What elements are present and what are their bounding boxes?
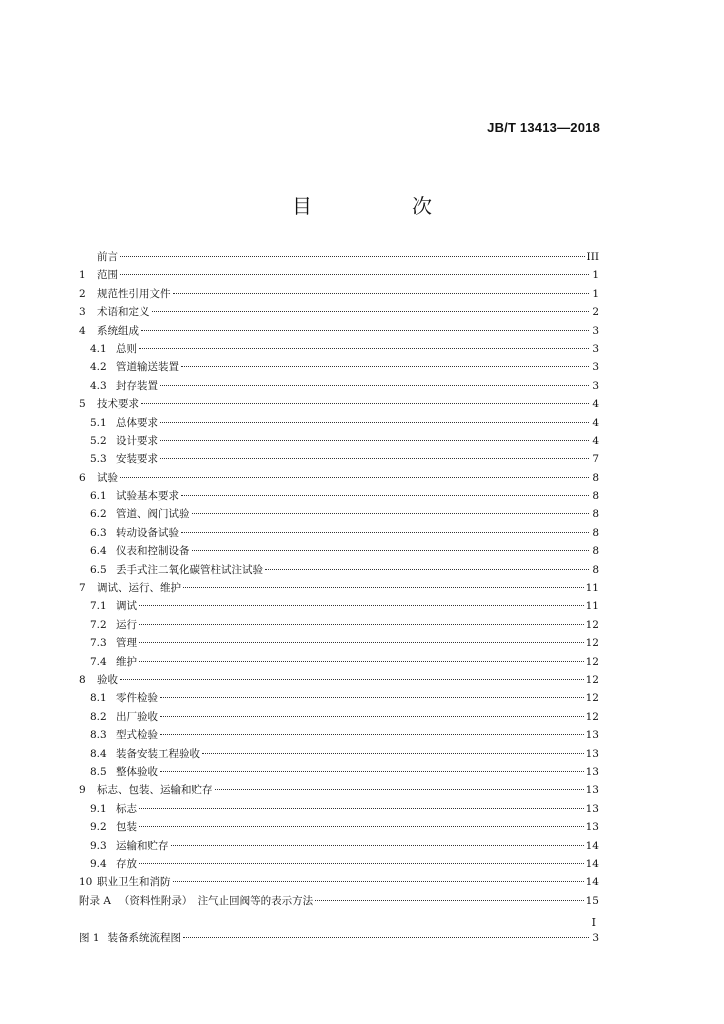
toc-entry-page: 3 — [592, 342, 599, 355]
page-number: I — [591, 916, 596, 929]
toc-dot-leader — [152, 310, 590, 312]
toc-entry-page: 8 — [592, 490, 599, 503]
toc-entry[interactable] — [79, 653, 599, 671]
toc-entry-page: 1 — [592, 287, 599, 300]
toc-entry-number: 1 — [79, 269, 86, 282]
toc-entry-title: 仪表和控制设备 — [116, 545, 190, 558]
toc-entry[interactable] — [79, 432, 599, 450]
toc-dot-leader — [120, 255, 585, 257]
toc-entry-number: 9 — [79, 784, 86, 797]
toc-entry-page: 4 — [592, 434, 599, 447]
toc-entry-number: 4 — [79, 324, 86, 337]
toc-entry[interactable] — [79, 322, 599, 340]
toc-dot-leader — [160, 384, 589, 386]
toc-entry-number: 5.2 — [90, 434, 107, 447]
toc-dot-leader — [120, 273, 589, 275]
toc-dot-leader — [141, 329, 589, 331]
toc-entry-page: 11 — [585, 582, 599, 595]
toc-entry-title: 装备安装工程验收 — [116, 747, 200, 760]
toc-entry[interactable] — [79, 745, 599, 763]
toc-dot-leader — [202, 752, 584, 754]
toc-entry-number: 9.3 — [90, 839, 107, 852]
toc-entry-page: 3 — [592, 931, 599, 944]
toc-entry-page: 14 — [585, 876, 599, 889]
toc-entry[interactable] — [79, 414, 599, 432]
toc-entry-number: 8.1 — [90, 692, 107, 705]
toc-entry[interactable] — [79, 450, 599, 468]
toc-entry-title: 标志 — [116, 802, 137, 815]
toc-entry-title: 术语和定义 — [97, 306, 150, 319]
toc-entry-title: 总则 — [116, 342, 137, 355]
toc-entry[interactable] — [79, 561, 599, 579]
toc-entry-number: 4.3 — [90, 379, 107, 392]
toc-dot-leader — [160, 733, 584, 735]
toc-entry-page: 4 — [592, 398, 599, 411]
toc-entry-title: 出厂验收 — [116, 710, 158, 723]
toc-entry-number: 6.4 — [90, 545, 107, 558]
toc-dot-leader — [160, 439, 589, 441]
toc-dot-leader — [160, 696, 584, 698]
toc-dot-leader — [181, 531, 589, 533]
toc-dot-leader — [215, 788, 584, 790]
toc-entry[interactable] — [79, 377, 599, 395]
toc-entry[interactable] — [79, 763, 599, 781]
toc-dot-leader — [139, 807, 584, 809]
toc-entry-number: 8 — [79, 673, 86, 686]
toc-entry-title: 存放 — [116, 857, 137, 870]
toc-entry-page: 8 — [592, 563, 599, 576]
toc-entry-title: 管理 — [116, 637, 137, 650]
toc-entry-number: 7 — [79, 582, 86, 595]
toc-entry-page: 12 — [585, 692, 599, 705]
toc-dot-leader — [183, 586, 584, 588]
toc-entry-page: 8 — [592, 508, 599, 521]
toc-entry-page: 3 — [592, 324, 599, 337]
toc-entry[interactable] — [79, 708, 599, 726]
toc-entry-page: 2 — [592, 306, 599, 319]
toc-entry-page: 3 — [592, 361, 599, 374]
toc-dot-leader — [139, 347, 589, 349]
toc-entry[interactable] — [79, 340, 599, 358]
toc-entry[interactable] — [79, 285, 599, 303]
toc-entry[interactable] — [79, 892, 599, 910]
toc-entry-title: 丢手式注二氧化碳管柱试注试验 — [116, 563, 263, 576]
toc-entry-title: 试验基本要求 — [116, 490, 179, 503]
toc-entry[interactable] — [79, 837, 599, 855]
toc-entry-title: 运输和贮存 — [116, 839, 169, 852]
toc-entry[interactable] — [79, 800, 599, 818]
toc-dot-leader — [160, 770, 584, 772]
toc-entry-page: 13 — [585, 802, 599, 815]
toc-entry[interactable] — [79, 671, 599, 689]
toc-entry-number: 3 — [79, 306, 86, 319]
toc-entry-number: 8.2 — [90, 710, 107, 723]
document-code: JB/T 13413—2018 — [487, 120, 600, 135]
toc-entry-number: 7.1 — [90, 600, 107, 613]
toc-entry-title: 总体要求 — [116, 416, 158, 429]
toc-entry-title: 设计要求 — [116, 434, 158, 447]
toc-dot-leader — [181, 494, 589, 496]
toc-entry[interactable] — [79, 469, 599, 487]
toc-entry-title: 职业卫生和消防 — [97, 876, 171, 889]
toc-entry-title: 范围 — [97, 269, 118, 282]
toc-entry-title: 零件检验 — [116, 692, 158, 705]
toc-entry-title: 调试 — [116, 600, 137, 613]
toc-entry[interactable] — [79, 505, 599, 523]
toc-entry[interactable] — [79, 266, 599, 284]
toc-entry-page: 11 — [585, 600, 599, 613]
toc-entry[interactable] — [79, 855, 599, 873]
toc-entry[interactable] — [79, 597, 599, 615]
toc-entry[interactable] — [79, 689, 599, 707]
toc-entry-title: 试验 — [97, 471, 118, 484]
toc-entry-title: 调试、运行、维护 — [97, 582, 181, 595]
toc-entry-page: 13 — [585, 747, 599, 760]
toc-entry-title: 包装 — [116, 821, 137, 834]
toc-entry-page: 12 — [585, 618, 599, 631]
toc-entry-title: 管道、阀门试验 — [116, 508, 190, 521]
toc-entry-title: 系统组成 — [97, 324, 139, 337]
toc-entry[interactable] — [79, 487, 599, 505]
toc-entry[interactable] — [79, 579, 599, 597]
toc-entry-title: 维护 — [116, 655, 137, 668]
toc-entry-title: 装备系统流程图 — [107, 931, 182, 944]
toc-entry-number: 6.1 — [90, 490, 107, 503]
toc-entry-page: III — [586, 251, 599, 263]
toc-entry-number: 5.1 — [90, 416, 107, 429]
toc-dot-leader — [139, 623, 584, 625]
toc-entry-title: 验收 — [97, 673, 118, 686]
toc-entry-number: 5 — [79, 398, 86, 411]
toc-dot-leader — [120, 678, 584, 680]
toc-dot-leader — [171, 844, 584, 846]
toc-entry[interactable] — [79, 358, 599, 376]
page-title: 目 次 — [292, 194, 472, 218]
toc-dot-leader — [173, 292, 590, 294]
toc-entry-title: 规范性引用文件 — [97, 287, 171, 300]
toc-entry[interactable] — [79, 634, 599, 652]
toc-entry-page: 8 — [592, 526, 599, 539]
toc-entry-number: 6 — [79, 471, 86, 484]
toc-dot-leader — [181, 365, 589, 367]
toc-entry[interactable] — [79, 303, 599, 321]
toc-entry-page: 14 — [585, 857, 599, 870]
toc-entry-page: 7 — [592, 453, 599, 466]
toc-entry-number: 6.3 — [90, 526, 107, 539]
toc-entry-title: 型式检验 — [116, 729, 158, 742]
toc-entry[interactable] — [79, 542, 599, 560]
toc-entry[interactable] — [79, 726, 599, 744]
table-of-contents — [79, 248, 599, 947]
toc-entry-page: 13 — [585, 784, 599, 797]
toc-entry-page: 13 — [585, 765, 599, 778]
toc-entry-number: 9.4 — [90, 857, 107, 870]
toc-entry-page: 12 — [585, 637, 599, 650]
toc-entry-page: 12 — [585, 710, 599, 723]
toc-dot-leader — [315, 899, 583, 901]
toc-dot-leader — [160, 421, 589, 423]
toc-entry-number: 7.2 — [90, 618, 107, 631]
toc-entry-page: 8 — [592, 545, 599, 558]
toc-entry-number: 8.3 — [90, 729, 107, 742]
toc-entry-page: 12 — [585, 655, 599, 668]
toc-entry-title: 前言 — [97, 251, 118, 263]
toc-entry[interactable] — [79, 395, 599, 413]
toc-entry-number: 6.2 — [90, 508, 107, 521]
toc-entry[interactable] — [79, 781, 599, 799]
toc-entry[interactable] — [79, 524, 599, 542]
toc-dot-leader — [160, 457, 589, 459]
toc-entry-number: 5.3 — [90, 453, 107, 466]
toc-entry[interactable] — [79, 248, 599, 266]
toc-entry-page: 8 — [592, 471, 599, 484]
toc-entry-number: 8.5 — [90, 765, 107, 778]
toc-entry-page: 3 — [592, 379, 599, 392]
toc-dot-leader — [183, 936, 589, 938]
toc-entry-number: 附录 A — [79, 894, 111, 907]
toc-dot-leader — [265, 568, 589, 570]
toc-entry-page: 4 — [592, 416, 599, 429]
toc-entry[interactable] — [79, 873, 599, 891]
toc-entry-title: 管道输送装置 — [116, 361, 179, 374]
toc-entry-page: 12 — [585, 673, 599, 686]
toc-entry-number: 9.1 — [90, 802, 107, 815]
toc-entry-page: 13 — [585, 821, 599, 834]
toc-entry-number: 8.4 — [90, 747, 107, 760]
toc-entry-number: 4.1 — [90, 342, 107, 355]
toc-dot-leader — [139, 862, 584, 864]
toc-entry-number: 9.2 — [90, 821, 107, 834]
toc-entry-title: 技术要求 — [97, 398, 139, 411]
toc-dot-leader — [141, 402, 589, 404]
toc-entry-title: 标志、包装、运输和贮存 — [97, 784, 213, 797]
toc-entry-page: 1 — [592, 269, 599, 282]
toc-dot-leader — [160, 715, 584, 717]
toc-entry-page: 15 — [585, 894, 599, 907]
toc-dot-leader — [139, 641, 584, 643]
toc-entry-number: 6.5 — [90, 563, 107, 576]
toc-dot-leader — [139, 604, 584, 606]
toc-entry-page: 13 — [585, 729, 599, 742]
toc-dot-leader — [192, 549, 590, 551]
toc-entry-title: 封存装置 — [116, 379, 158, 392]
toc-entry[interactable] — [79, 616, 599, 634]
toc-dot-leader — [139, 825, 584, 827]
toc-dot-leader — [192, 512, 590, 514]
toc-entry-number: 4.2 — [90, 361, 107, 374]
toc-entry-title: 安装要求 — [116, 453, 158, 466]
toc-entry-title: 转动设备试验 — [116, 526, 179, 539]
toc-dot-leader — [173, 880, 584, 882]
toc-entry-title: （资料性附录） 注气止回阀等的表示方法 — [118, 894, 314, 907]
toc-entry[interactable] — [79, 929, 599, 947]
toc-entry-page: 14 — [585, 839, 599, 852]
toc-entry-title: 整体验收 — [116, 765, 158, 778]
toc-dot-leader — [139, 660, 584, 662]
toc-entry-number: 7.3 — [90, 637, 107, 650]
toc-entry-number: 7.4 — [90, 655, 107, 668]
toc-entry[interactable] — [79, 818, 599, 836]
toc-entry-number: 图 1 — [79, 931, 100, 944]
toc-entry-number: 2 — [79, 287, 86, 300]
toc-dot-leader — [120, 476, 589, 478]
toc-entry-number: 10 — [79, 876, 93, 889]
toc-entry-title: 运行 — [116, 618, 137, 631]
